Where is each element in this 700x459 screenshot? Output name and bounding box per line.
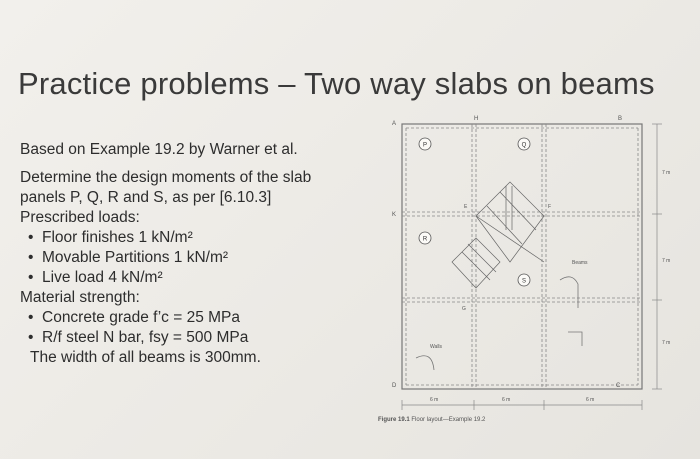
panel-label-s: S <box>521 278 527 285</box>
dim-right-3: 7 m <box>662 340 671 346</box>
grid-label-a: A <box>392 121 397 127</box>
wall-mark-left <box>416 356 434 370</box>
dim-bottom-2: 6 m <box>502 397 511 403</box>
grid-label-g: G <box>462 306 466 312</box>
bullet-concrete-grade: • Concrete grade f’c = 25 MPa <box>20 308 311 328</box>
slide-body <box>20 140 311 368</box>
bullet-floor-finishes: • Floor finishes 1 kN/m² <box>20 228 311 248</box>
note-beams: Beams <box>572 260 588 266</box>
dim-bottom-3: 6 m <box>586 397 595 403</box>
grid-label-f: F <box>548 204 552 210</box>
body-line-reference: Based on Example 19.2 by Warner et al. <box>20 141 298 158</box>
grid-label-c: C <box>616 383 621 389</box>
grid-label-b: B <box>618 116 623 122</box>
figure-caption-number: Figure 19.1 <box>378 417 410 423</box>
body-line-loads-heading: Prescribed loads: <box>20 209 140 226</box>
body-line-task-2: panels P, Q, R and S, as per [6.10.3] <box>20 189 272 206</box>
dim-bottom-1: 6 m <box>430 397 439 403</box>
bullet-live-load: • Live load 4 kN/m² <box>20 268 311 288</box>
note-walls: Walls <box>430 344 443 350</box>
floor-layout-figure <box>372 112 692 432</box>
panel-label-r: R <box>422 236 428 243</box>
load-hatching <box>452 182 544 288</box>
dim-right-1: 7 m <box>662 170 671 176</box>
figure-caption-text: Floor layout—Example 19.2 <box>411 417 486 423</box>
slide-title: Practice problems – Two way slabs on beams <box>18 66 655 101</box>
panel-label-p: P <box>422 142 428 149</box>
body-line-beam-width: The width of all beams is 300mm. <box>30 349 261 366</box>
grid-label-e: E <box>464 204 468 210</box>
grid-label-k: K <box>392 212 397 218</box>
bullet-steel: • R/f steel N bar, fsy = 500 MPa <box>20 328 311 348</box>
bullet-movable-partitions: • Movable Partitions 1 kN/m² <box>20 248 311 268</box>
body-line-material-heading: Material strength: <box>20 289 140 306</box>
wall-mark-bracket <box>568 332 582 346</box>
body-line-task-1: Determine the design moments of the slab <box>20 169 312 186</box>
grid-label-h: H <box>474 116 479 122</box>
dim-right-2: 7 m <box>662 258 671 264</box>
wall-mark-right <box>560 277 578 308</box>
dimension-lines-right <box>652 124 662 389</box>
panel-label-q: Q <box>521 142 527 149</box>
grid-label-d: D <box>392 383 397 389</box>
figure-caption <box>378 417 485 423</box>
